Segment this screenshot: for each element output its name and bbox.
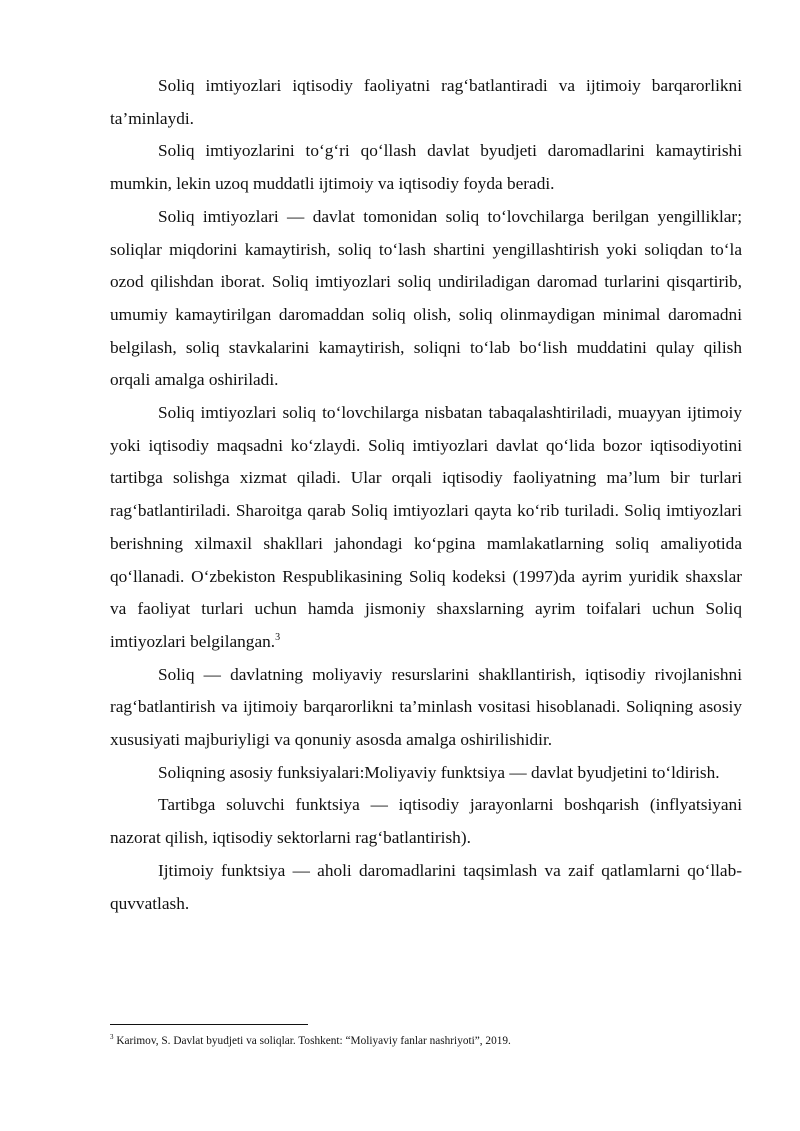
footnote-reference[interactable]: 3 (275, 632, 281, 644)
body-text (110, 70, 742, 920)
footnote-marker: 3 (110, 1033, 114, 1042)
paragraph (110, 135, 742, 200)
paragraph-text: Tartibga soluvchi funktsiya — iqtisodiy jarayonlarni boshqarish (inflyatsiyani nazorat qilish, iqtisodiy sektorlarni rag‘batlantirish). (110, 795, 742, 848)
paragraph (110, 855, 742, 920)
paragraph (110, 789, 742, 854)
footnote-text: Karimov, S. Davlat byudjeti va soliqlar. Toshkent: “Moliyaviy fanlar nashriyoti”, 2019. (113, 1035, 511, 1047)
paragraph (110, 201, 742, 397)
paragraph-text: Ijtimoiy funktsiya — aholi daromadlarini taqsimlash va zaif qatlamlarni qo‘llab-quvvatlash. (110, 860, 742, 913)
footnote (110, 1033, 750, 1049)
paragraph-text: Soliq imtiyozlari — davlat tomonidan soliq to‘lovchilarga berilgan yengilliklar; soliqlar miqdorini kamaytirish, soliq to‘lash shartini yengillashtirish yoki soliqdan to‘la ozod qilishdan iborat. Soliq imtiyozlari soliq undiriladigan daromad turlarini qisqartirib, umumiy kamaytirilgan daromaddan soliq olish, soliq olinmaydigan minimal daromadni belgilash, soliq stavkalarini kamaytirish, soliqni to‘lab bo‘lish muddatini qulay qilish orqali amalga oshiriladi. (110, 206, 742, 390)
paragraph-text: Soliq imtiyozlari iqtisodiy faoliyatni rag‘batlantiradi va ijtimoiy barqarorlikni ta’minlaydi. (110, 76, 742, 128)
paragraph (110, 70, 742, 135)
paragraph-text: Soliq imtiyozlari soliq to‘lovchilarga nisbatan tabaqalashtiriladi, muayyan ijtimoiy yoki iqtisodiy maqsadni ko‘zlaydi. Soliq imtiyozlari davlat qo‘lida bozor iqtisodiyotini tartibga solishga xizmat qiladi. Ular orqali iqtisodiy faoliyatning ma’lum bir turlari rag‘batlantiriladi. Sharoitga qarab Soliq imtiyozlari qayta ko‘rib turiladi. Soliq imtiyozlari berishning xilmaxil shakllari jahondagi ko‘pgina mamlakatlarning soliq amaliyotida qo‘llanadi. O‘zbekiston Respublikasining Soliq kodeksi (1997)da ayrim yuridik shaxslar va faoliyat turlari uchun hamda jismoniy shaxslarning ayrim toifalari uchun Soliq imtiyozlari belgilangan. (110, 403, 742, 651)
paragraph-text: Soliqning asosiy funksiyalari:Moliyaviy funktsiya — davlat byudjetini to‘ldirish. (158, 762, 720, 782)
paragraph-text: Soliq — davlatning moliyaviy resurslarini shakllantirish, iqtisodiy rivojlanishni rag‘batlantirish va ijtimoiy barqarorlikni ta’minlash vositasi hisoblanadi. Soliqning asosiy xususiyati majburiyligi va qonuniy asosda amalga oshirilishidir. (110, 664, 742, 750)
paragraph-text: Soliq imtiyozlarini to‘g‘ri qo‘llash davlat byudjeti daromadlarini kamaytirishi mumkin, lekin uzoq muddatli ijtimoiy va iqtisodiy foyda beradi. (110, 141, 742, 194)
paragraph (110, 397, 742, 659)
footnote-separator (110, 1024, 308, 1025)
paragraph (110, 659, 742, 757)
paragraph (110, 757, 742, 790)
